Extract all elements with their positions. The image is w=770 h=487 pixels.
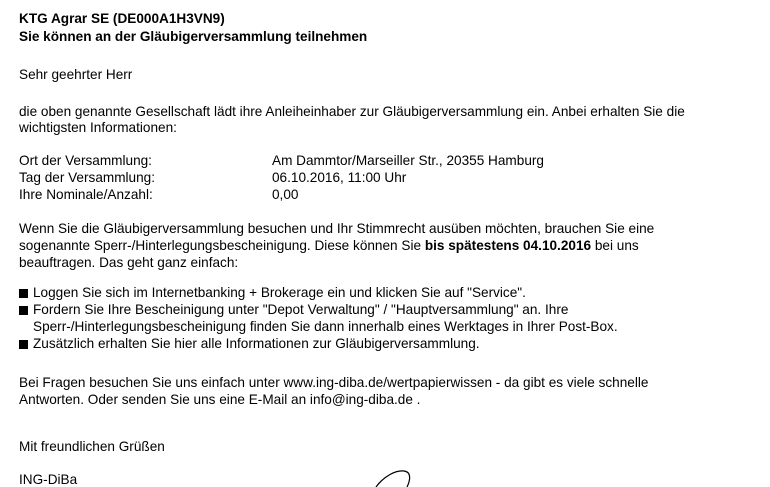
location-label: Ort der Versammlung:: [19, 153, 152, 168]
nominal-value: 0,00: [272, 187, 299, 202]
closing: Mit freundlichen Grüßen: [19, 439, 165, 454]
nominal-label: Ihre Nominale/Anzahl:: [19, 187, 153, 202]
step-3: Zusätzlich erhalten Sie hier alle Informationen zur Gläubigerversammlung.: [33, 336, 480, 351]
contact-line-2: Antworten. Oder senden Sie uns eine E-Mail an info@ing-diba.de .: [19, 392, 421, 407]
instructions-text-end: bei uns: [591, 238, 639, 253]
intro-line-1: die oben genannte Gesellschaft lädt ihre Anleiheinhaber zur Gläubigerversammlung ein. Anbei erhalten Sie die: [19, 104, 685, 119]
instructions-line-3: beauftragen. Das geht ganz einfach:: [19, 255, 239, 270]
contact-line-1: Bei Fragen besuchen Sie uns einfach unter www.ing-diba.de/wertpapierwissen - da gibt es viele schnelle: [19, 375, 649, 390]
location-value: Am Dammtor/Marseiller Str., 20355 Hamburg: [272, 153, 544, 168]
signature-icon: [360, 468, 430, 487]
instructions-line-2: [19, 238, 639, 253]
bullet-square-icon: [19, 289, 28, 298]
date-value: 06.10.2016, 11:00 Uhr: [272, 170, 407, 185]
letter-title: KTG Agrar SE (DE000A1H3VN9): [19, 11, 225, 26]
intro-line-2: wichtigsten Informationen:: [19, 120, 177, 135]
bullet-square-icon: [19, 306, 28, 315]
letter-subtitle: Sie können an der Gläubigerversammlung teilnehmen: [19, 29, 368, 44]
step-2-line-1: Fordern Sie Ihre Bescheinigung unter "Depot Verwaltung" / "Hauptversammlung" an. Ihre: [33, 302, 569, 317]
greeting: Sehr geehrter Herr: [19, 67, 133, 82]
deadline-highlight: bis spätestens 04.10.2016: [424, 238, 592, 253]
date-label: Tag der Versammlung:: [19, 170, 156, 185]
bullet-square-icon: [19, 340, 28, 349]
step-2-line-2: Sperr-/Hinterlegungsbescheinigung finden Sie dann innerhalb eines Werktages in Ihrer Post-Box.: [33, 319, 618, 334]
sender: ING-DiBa: [19, 472, 78, 487]
instructions-text: sogenannte Sperr-/Hinterlegungsbescheinigung. Diese können Sie: [19, 238, 425, 253]
instructions-line-1: Wenn Sie die Gläubigerversammlung besuchen und Ihr Stimmrecht ausüben möchten, brauchen Sie eine: [19, 221, 655, 236]
step-1: Loggen Sie sich im Internetbanking + Brokerage ein und klicken Sie auf "Service".: [33, 285, 526, 300]
